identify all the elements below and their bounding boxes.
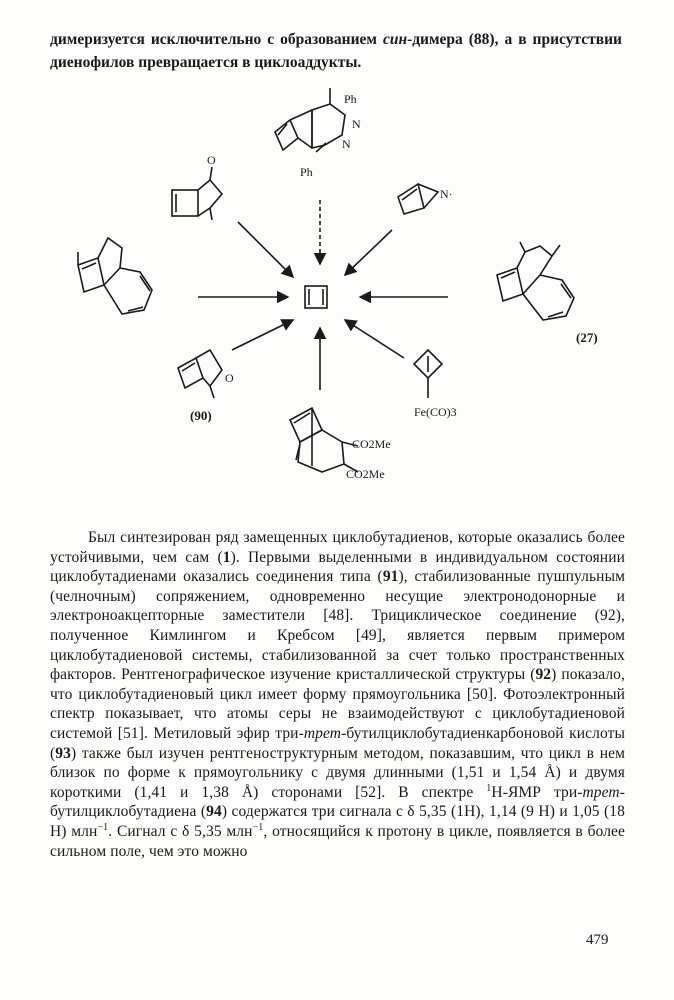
intro-paragraph (50, 28, 622, 74)
label-ph-top: Ph (344, 92, 357, 106)
label-fe-co3: Fe(CO)3 (414, 405, 457, 419)
compound-iron-complex (414, 350, 442, 398)
arrow-upper-right (345, 230, 392, 275)
label-n1: N (352, 117, 361, 131)
label-o-anhydride: O (207, 153, 216, 167)
compound-azabicycle (398, 184, 438, 214)
label-n-radical: N· (440, 187, 453, 201)
arrow-lower-right (345, 320, 404, 358)
intro-syn: син (382, 31, 408, 48)
compound-bicyclic-anhydride (497, 242, 574, 320)
label-ph-bottom: Ph (300, 165, 313, 179)
intro-text-2: -димера (88), а в присутствии диенофилов превращается в циклоаддукты. (50, 31, 622, 71)
cyclobutadiene-center (305, 286, 327, 308)
label-n2: N (342, 137, 351, 151)
label-90: (90) (190, 408, 212, 423)
label-co2me-2: CO2Me (346, 467, 385, 481)
reaction-scheme (0, 80, 674, 510)
compound-bicyclic-ether (78, 238, 152, 314)
label-o-lactone: O (225, 371, 234, 385)
compound-anhydride (172, 167, 222, 220)
intro-text-1: димеризуется исключительно с образованием (50, 31, 383, 48)
compound-diester (290, 408, 358, 472)
arrow-lower-left (232, 320, 293, 350)
compound-pyridazine-adduct (275, 88, 345, 152)
label-co2me-1: CO2Me (352, 437, 391, 451)
equation-number: (27) (576, 330, 598, 345)
scheme-svg (0, 80, 674, 510)
compound-lactone-90 (178, 350, 222, 398)
main-paragraph: Был синтезирован ряд замещенных циклобутадиенов, которые оказались более устойчивыми, чем сам (1). Первыми выделенными в индивидуальном состоянии циклобутадиенами оказались соединения типа (91), стабилизованные пушпульным (челночным) сопряжением, одновременно несущие электронодонорные и электроноакцепторные заместители [48]. Трициклическое соединение (92), полученное Кимлингом и Кребсом [49], является первым примером циклобутадиеновой системы, стабилизованной за счет только пространственных факторов. Рентгенографическое изучение кристаллической структуры (92) показало, что циклобутадиеновый цикл имеет форму прямоугольника [50]. Фотоэлектронный спектр показывает, что атомы серы не взаимодействуют с циклобутадиеновой системой [51]. Метиловый эфир три-трет-бутилциклобутадиенкарбоновой кислоты (93) также был изучен рентгеноструктурным методом, показавшим, что цикл в нем близок по форме к прямоугольнику с двумя длинными (1,51 и 1,54 Å) и двумя короткими (1,41 и 1,38 Å) сторонами [52]. В спектре $^1$Н-ЯМР три-трет-бутилциклобутадиена (94) содержатся три сигнала с δ 5,35 (1Н), 1,14 (9 Н) и 1,05 (18 Н) млн$^{-1}$. Сигнал с δ 5,35 млн$^{-1}$, относящийся к протону в цикле, появляется в более сильном поле, чем это можно (50, 529, 625, 860)
page-number: 479 (586, 932, 609, 948)
arrow-upper-left (238, 222, 293, 277)
